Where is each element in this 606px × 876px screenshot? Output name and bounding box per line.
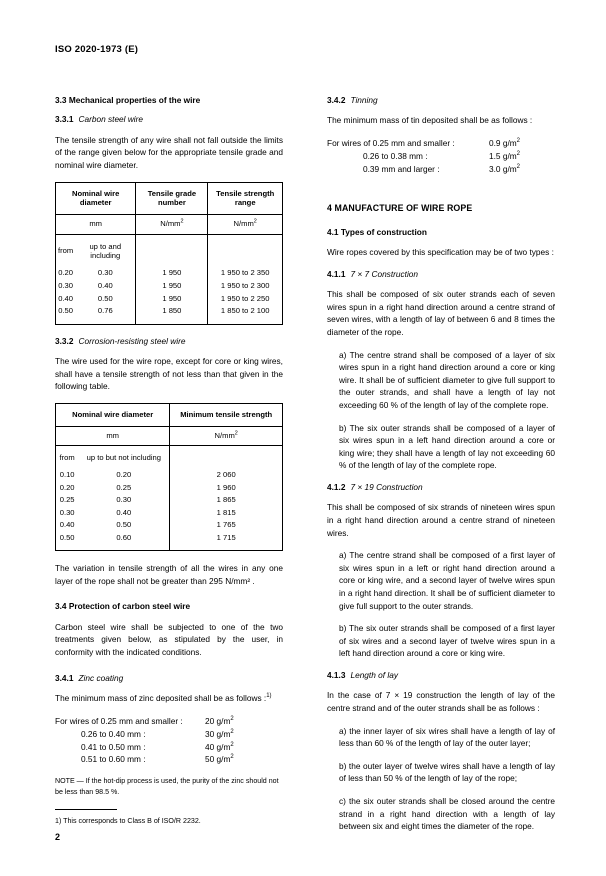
section-4-1-1-number: 4.1.1 <box>327 268 346 279</box>
table1-unit-2: $N/mm^2$ <box>208 215 282 234</box>
section-3-3-1-heading <box>55 114 283 124</box>
table2-header-1: Minimum tensile strength <box>170 404 282 426</box>
section-4-1-heading: 4.1 Types of construction <box>327 226 427 237</box>
section-3-3-1-title: Carbon steel wire <box>78 114 144 125</box>
table1-cell: 1 850 to 2 100 <box>208 305 282 323</box>
table-row <box>56 280 282 293</box>
zinc-value: 50 $g/m^2$ <box>205 754 234 765</box>
table2-following-text: The variation in tensile strength of all the wires in any one layer of the rope shall not be greater than 295 N/mm² . <box>55 563 283 586</box>
table-tensile-grade <box>55 182 283 325</box>
left-column <box>55 95 283 826</box>
list-item <box>327 137 555 150</box>
table1-cell: 0.20 <box>58 268 73 278</box>
table-row <box>56 426 282 445</box>
table-row <box>56 494 282 507</box>
section-4-1-1-heading <box>327 269 555 279</box>
section-4-1-2-number: 4.1.2 <box>327 482 346 493</box>
table-row <box>56 464 282 481</box>
table1-cell: 1 950 to 2 300 <box>208 280 282 293</box>
table1-cell: 1 950 to 2 350 <box>208 262 282 279</box>
table2-cell: 0.50 <box>59 533 75 543</box>
table1-subheader-3 <box>208 234 282 262</box>
section-4-1-3-item-b: b) the outer layer of twelve wires shall have a length of lay of less than 50 % of the length of lay of the rope; <box>339 760 555 784</box>
zinc-label: For wires of 0.25 mm and smaller : <box>55 715 183 726</box>
table-row <box>56 532 282 550</box>
section-4-1-1-title: 7 × 7 Construction <box>350 268 419 279</box>
table-row <box>56 215 282 234</box>
section-4-1-2-item-a: a) The centre strand shall be composed of a first layer of six wires spun in a left or right hand direction around a core or king wire, and a second layer of twelve wires spun in a right hand direction. It shall be of sufficient diameter to give full support to the outer strands. <box>339 550 555 611</box>
table-row <box>56 183 282 215</box>
table-row <box>56 262 282 279</box>
table1-unit-1: $N/mm^2$ <box>136 215 208 234</box>
section-3-3-2-heading <box>55 336 283 346</box>
tin-label: 0.26 to 0.38 mm : <box>363 150 428 161</box>
tin-label: For wires of 0.25 mm and smaller : <box>327 137 455 148</box>
section-4-1-2-item-b: b) The six outer strands shall be composed of a first layer of six wires and a second layer of twelve wires spun in a left hand direction around a core or king wire. <box>339 623 555 659</box>
zinc-intro-text: The minimum mass of zinc deposited shall be as follows : <box>55 693 267 704</box>
table1-cell: 1 950 <box>136 292 208 305</box>
section-3-3-2-number: 3.3.2 <box>55 335 74 346</box>
table1-cell: 0.50 <box>97 293 113 303</box>
table2-cell: 1 765 <box>170 519 282 532</box>
zinc-label: 0.26 to 0.40 mm : <box>81 728 146 739</box>
table2-cell: 0.50 <box>116 520 132 530</box>
section-4-1-1-body: This shall be composed of six outer strands each of seven wires spun in a right hand direction around a centre strand of seven wires, with a length of lay of between 6 and 8 times the diameter of the rope. <box>327 289 555 337</box>
table2-cell: 0.25 <box>59 495 75 505</box>
section-4-1-3-item-a: a) the inner layer of six wires shall have a length of lay of less than 60 % of the length of lay of the outer layer; <box>339 725 555 749</box>
section-3-3-1-number: 3.3.1 <box>55 114 74 125</box>
zinc-value: 30 $g/m^2$ <box>205 728 234 739</box>
section-3-4-body: Carbon steel wire shall be subjected to one of the two treatments given below, as stipulated by the user, in conformity with the indicated conditions. <box>55 621 283 658</box>
section-4-1-3-body: In the case of 7 × 19 construction the length of lay of the centre strand and of the outer strands shall be as follows : <box>327 690 555 714</box>
page-number: 2 <box>55 832 61 842</box>
table1-subheader-0: from <box>58 246 74 256</box>
table1-cell: 0.30 <box>97 268 113 278</box>
list-item <box>55 715 283 728</box>
table1-cell: 1 950 <box>136 280 208 293</box>
table2-cell: 0.30 <box>59 507 75 517</box>
table2-cell: 1 815 <box>170 507 282 520</box>
zinc-label: 0.51 to 0.60 mm : <box>81 754 146 765</box>
section-4-heading: 4 MANUFACTURE OF WIRE ROPE <box>327 202 473 213</box>
table1-cell: 0.40 <box>58 293 73 303</box>
table2-cell: 0.40 <box>116 507 132 517</box>
section-3-3-1-body: The tensile strength of any wire shall not fall outside the limits of the range given below for the appropriate tensile grade and nominal wire diameter. <box>55 134 283 170</box>
section-3-3-2-body: The wire used for the wire rope, except for core or king wires, shall have a tensile strength of not less than that given in the following table. <box>55 355 283 392</box>
table1-cell: 1 850 <box>136 305 208 323</box>
table2-subheader-1: up to but not including <box>86 452 161 462</box>
table2-cell: 1 715 <box>170 532 282 550</box>
table2-cell: 0.20 <box>59 482 75 492</box>
tinning-list <box>327 137 555 176</box>
zinc-note: NOTE — If the hot-dip process is used, the purity of the zinc should not be less than 98.5 %. <box>55 777 279 796</box>
section-3-4-2-intro: The minimum mass of tin deposited shall be as follows : <box>327 115 533 126</box>
zinc-value: 20 $g/m^2$ <box>205 715 234 726</box>
table2-cell: 1 865 <box>170 494 282 507</box>
table-row <box>56 481 282 494</box>
table-row <box>56 519 282 532</box>
table1-subheader-2 <box>136 234 208 262</box>
section-4-1-3-number: 4.1.3 <box>327 670 346 681</box>
table2-cell: 0.30 <box>116 495 132 505</box>
table2-cell: 0.60 <box>116 533 132 543</box>
tin-value: 3.0 $g/m^2$ <box>489 163 520 174</box>
table2-cell: 0.10 <box>59 469 75 479</box>
section-4-1-body: Wire ropes covered by this specification may be of two types : <box>327 247 554 258</box>
table-min-tensile-strength <box>55 403 283 552</box>
table-row <box>56 234 282 262</box>
section-3-4-1-heading <box>55 673 283 683</box>
footnote-divider <box>55 809 117 810</box>
table1-cell: 0.30 <box>58 281 73 291</box>
section-3-4-2-heading <box>327 95 555 105</box>
section-4-1-1-item-a: a) The centre strand shall be composed of a layer of six wires spun in a right hand direction around a core or king wire. It shall be of sufficient diameter to give full support to the outer strands, and shall have a length of lay not exceeding 60 % of the length of lay of the complete rope. <box>339 349 555 410</box>
document-header: ISO 2020-1973 (E) <box>55 44 139 55</box>
table2-unit-0: mm <box>56 426 170 445</box>
list-item <box>55 741 283 754</box>
table-row <box>56 445 282 464</box>
section-3-4-2-title: Tinning <box>350 95 378 105</box>
tin-label: 0.39 mm and larger : <box>363 163 440 174</box>
footnote-text: 1) This corresponds to Class B of ISO/R 2232. <box>55 816 201 825</box>
table1-cell: 0.50 <box>58 306 73 316</box>
section-3-4-heading: 3.4 Protection of carbon steel wire <box>55 601 191 612</box>
section-3-3-2-title: Corrosion-resisting steel wire <box>78 335 186 346</box>
table1-header-2: Tensile strength range <box>208 183 282 215</box>
section-4-1-2-heading <box>327 482 555 492</box>
section-3-4-1-intro <box>55 692 283 705</box>
table2-cell: 1 960 <box>170 481 282 494</box>
table1-cell: 1 950 to 2 250 <box>208 292 282 305</box>
table1-cell: 0.76 <box>97 306 113 316</box>
section-4-1-2-title: 7 × 19 Construction <box>350 482 423 493</box>
list-item <box>55 753 283 766</box>
table2-cell: 0.20 <box>116 469 132 479</box>
section-3-4-1-title: Zinc coating <box>78 672 124 683</box>
table1-unit-0: mm <box>56 215 136 234</box>
section-3-3-heading: 3.3 Mechanical properties of the wire <box>55 95 201 105</box>
table2-cell: 2 060 <box>170 464 282 481</box>
zinc-label: 0.41 to 0.50 mm : <box>81 741 146 752</box>
table2-following-paragraph <box>55 562 283 587</box>
zinc-coating-list <box>55 715 283 767</box>
table2-subheader-0: from <box>59 452 75 462</box>
section-3-4-2-number: 3.4.2 <box>327 95 346 105</box>
footnote-marker: 1) <box>266 693 272 700</box>
tin-value: 1.5 $g/m^2$ <box>489 150 520 161</box>
list-item <box>55 728 283 741</box>
table2-unit-1: $N/mm^2$ <box>170 426 282 445</box>
section-4-1-2-body: This shall be composed of six strands of nineteen wires spun in a right hand direction around a centre strand of nineteen wires. <box>327 502 555 538</box>
table2-subheader-2 <box>170 445 282 464</box>
right-column <box>327 95 555 843</box>
table1-cell: 0.40 <box>97 281 113 291</box>
list-item <box>327 163 555 176</box>
table1-subheader-1: up to and including <box>89 241 122 261</box>
table1-header-0: Nominal wire diameter <box>56 183 136 215</box>
section-4-1-3-heading <box>327 670 555 680</box>
table2-header-0: Nominal wire diameter <box>56 404 170 426</box>
table-row <box>56 507 282 520</box>
table2-cell: 0.25 <box>116 482 132 492</box>
table-row <box>56 305 282 323</box>
list-item <box>327 150 555 163</box>
section-4-1-1-item-b: b) The six outer strands shall be composed of a layer of six wires spun in a left hand direction around a core or king wire; they shall have a length of lay not exceeding 60 % of the length of lay of the complete rope. <box>339 422 555 471</box>
section-4-1-3-item-c: c) the six outer strands shall be closed around the centre strand in a right hand direction with a length of lay between six and eight times the diameter of the rope. <box>339 796 555 832</box>
table1-cell: 1 950 <box>136 262 208 279</box>
table2-cell: 0.40 <box>59 520 75 530</box>
section-4-1-3-title: Length of lay <box>350 670 398 681</box>
table-row <box>56 292 282 305</box>
tin-value: 0.9 $g/m^2$ <box>489 137 520 148</box>
table-row <box>56 404 282 426</box>
two-column-body <box>55 95 555 832</box>
zinc-value: 40 $g/m^2$ <box>205 741 234 752</box>
table1-header-1: Tensile grade number <box>136 183 208 215</box>
section-3-4-1-number: 3.4.1 <box>55 672 74 683</box>
